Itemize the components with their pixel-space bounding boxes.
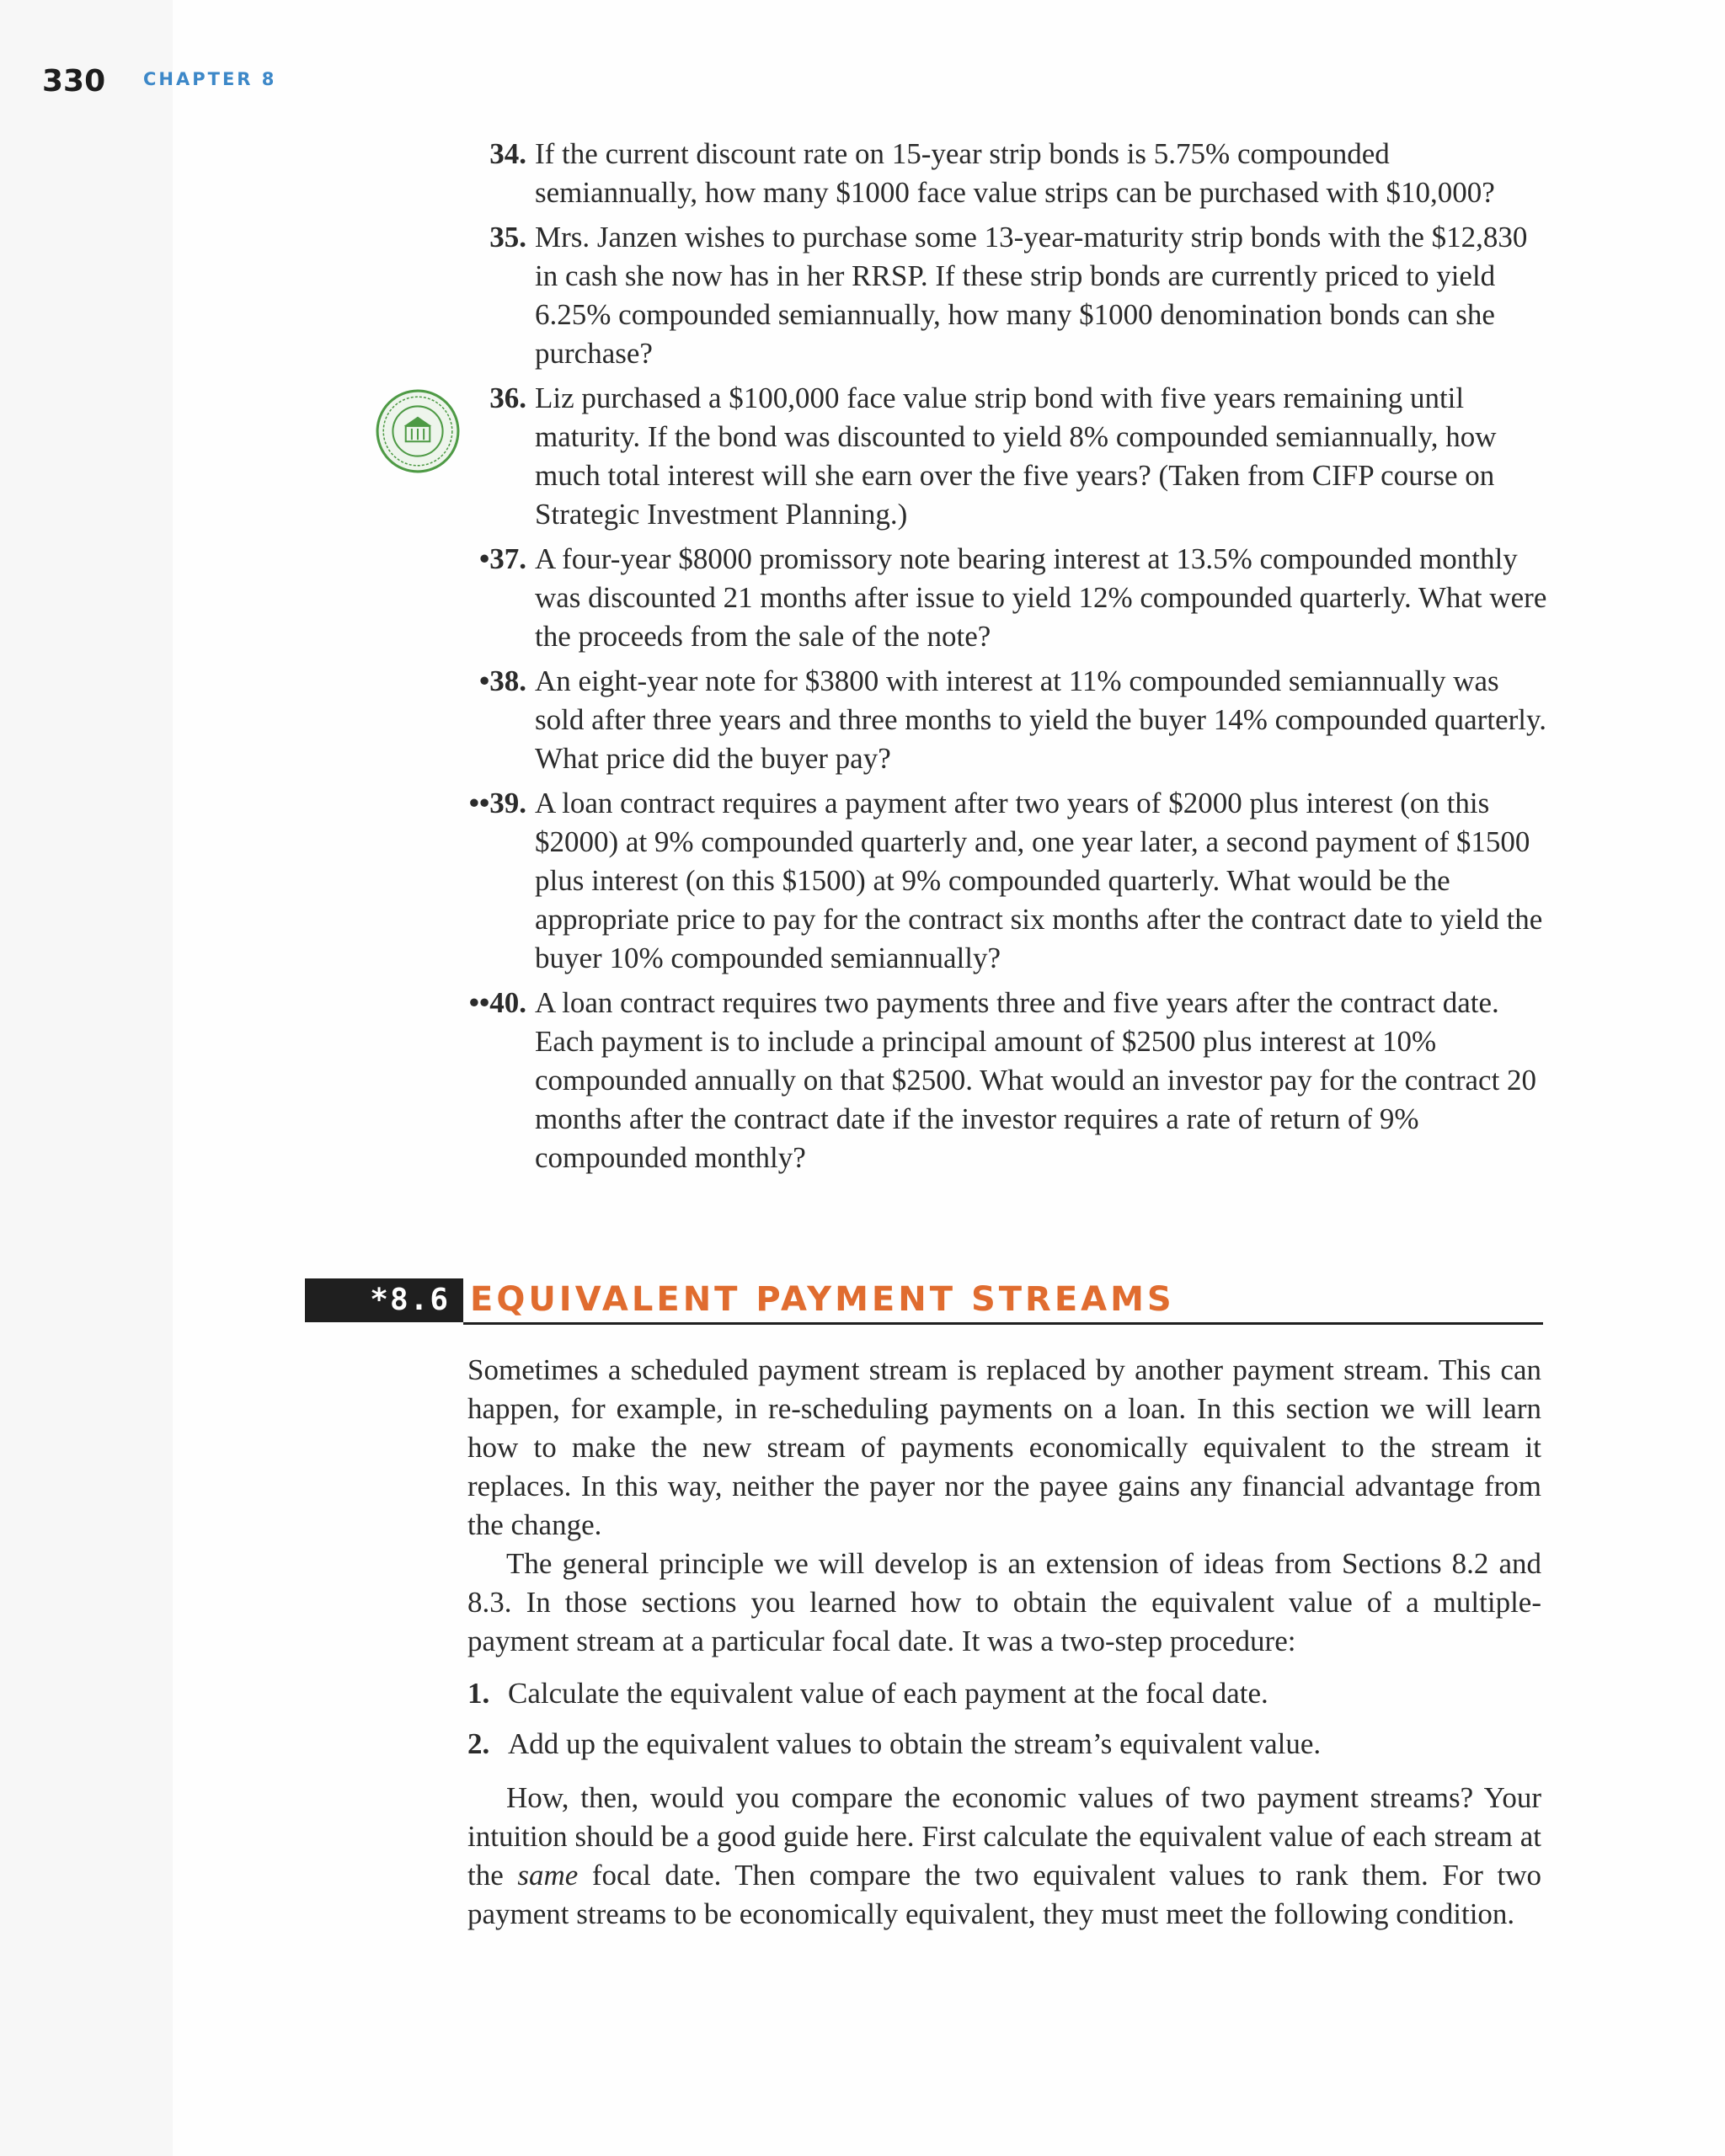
exercise-item (438, 662, 1550, 778)
step-text: Add up the equivalent values to obtain the stream’s equivalent value. (508, 1727, 1322, 1760)
exercise-number: ••40. (468, 986, 526, 1019)
procedure-step (467, 1725, 1541, 1764)
exercise-text: Mrs. Janzen wishes to purchase some 13-year-maturity strip bonds with the $12,830 in cash she now has in her RRSP. If these strip bonds are currently priced to yield 6.25% compounded semiannually, how many $1000 denomination bonds can she purchase? (535, 221, 1528, 370)
procedure-step (467, 1674, 1541, 1713)
exercise-item (438, 984, 1550, 1177)
exercise-item (438, 784, 1550, 978)
section-rule (463, 1322, 1543, 1325)
procedure-steps (467, 1674, 1541, 1764)
page-margin (0, 0, 173, 2156)
exercise-text: A four-year $8000 promissory note bearing interest at 13.5% compounded monthly was discounted 21 months after issue to yield 12% compounded quarterly. What were the proceeds from the sale of the note? (535, 542, 1547, 653)
exercise-number: •38. (478, 664, 526, 697)
exercise-item (438, 379, 1550, 534)
step-number: 1. (467, 1677, 490, 1710)
step-number: 2. (467, 1727, 490, 1760)
exercise-number: 35. (489, 221, 526, 253)
exercise-text: If the current discount rate on 15-year strip bonds is 5.75% compounded semiannually, how many $1000 face value strips can be purchased with $10,000? (535, 137, 1495, 209)
exercise-number: 34. (489, 137, 526, 170)
paragraph-text: How, then, would you compare the economic values of two payment streams? Your intuition should be a good guide here. First calculate the equivalent value of each stream at the (467, 1781, 1541, 1892)
exercise-number: •37. (478, 542, 526, 575)
exercise-item (438, 218, 1550, 373)
exercise-item (438, 135, 1550, 212)
section-body (467, 1351, 1541, 1934)
chapter-label: CHAPTER 8 (143, 69, 277, 89)
step-text: Calculate the equivalent value of each payment at the focal date. (508, 1677, 1268, 1710)
paragraph: The general principle we will develop is an extension of ideas from Sections 8.2 and 8.3. In those sections you learned how to obtain the equivalent value of a multiple-payment stream at a particular focal date. It was a two-step procedure: (467, 1547, 1541, 1657)
exercise-text: An eight-year note for $3800 with interest at 11% compounded semiannually was sold after three years and three months to yield the buyer 14% compounded quarterly. What price did the buyer pay? (535, 664, 1546, 775)
exercise-text: A loan contract requires a payment after two years of $2000 plus interest (on this $2000) at 9% compounded quarterly and, one year later, a second payment of $1500 plus interest (on this $1500) at 9% compounded quarterly. What would be the appropriate price to pay for the contract six months after the contract date to yield the buyer 10% compounded semiannually? (535, 787, 1543, 974)
section-number: *8.6 (305, 1278, 463, 1322)
section-title: EQUIVALENT PAYMENT STREAMS (470, 1280, 1175, 1319)
section-heading (305, 1278, 1543, 1324)
exercise-list (438, 135, 1550, 1183)
emphasis-text: same (517, 1859, 579, 1892)
exercise-text: A loan contract requires two payments three and five years after the contract date. Each payment is to include a principal amount of $2500 plus interest at 10% compounded annually on that $2500. What would an investor pay for the contract 20 months after the contract date if the investor requires a rate of return of 9% compounded monthly? (535, 986, 1537, 1174)
paragraph (467, 1779, 1541, 1934)
exercise-item (438, 540, 1550, 656)
exercise-text: Liz purchased a $100,000 face value strip bond with five years remaining until maturity. If the bond was discounted to yield 8% compounded semiannually, how much total interest will she earn over the five years? (Taken from CIFP course on Strategic Investment Planning.) (535, 382, 1497, 531)
paragraph: Sometimes a scheduled payment stream is replaced by another payment stream. This can happen, for example, in re-scheduling payments on a loan. In this section we will learn how to make the new stream of payments economically equivalent to the stream it replaces. In this way, neither the payer nor the payee gains any financial advantage from the change. (467, 1353, 1541, 1541)
page-number: 330 (42, 64, 106, 99)
paragraph-text: focal date. Then compare the two equivalent values to rank them. For two payment streams to be economically equivalent, they must meet the following condition. (467, 1859, 1541, 1930)
exercise-number: 36. (489, 382, 526, 414)
exercise-number: ••39. (468, 787, 526, 819)
